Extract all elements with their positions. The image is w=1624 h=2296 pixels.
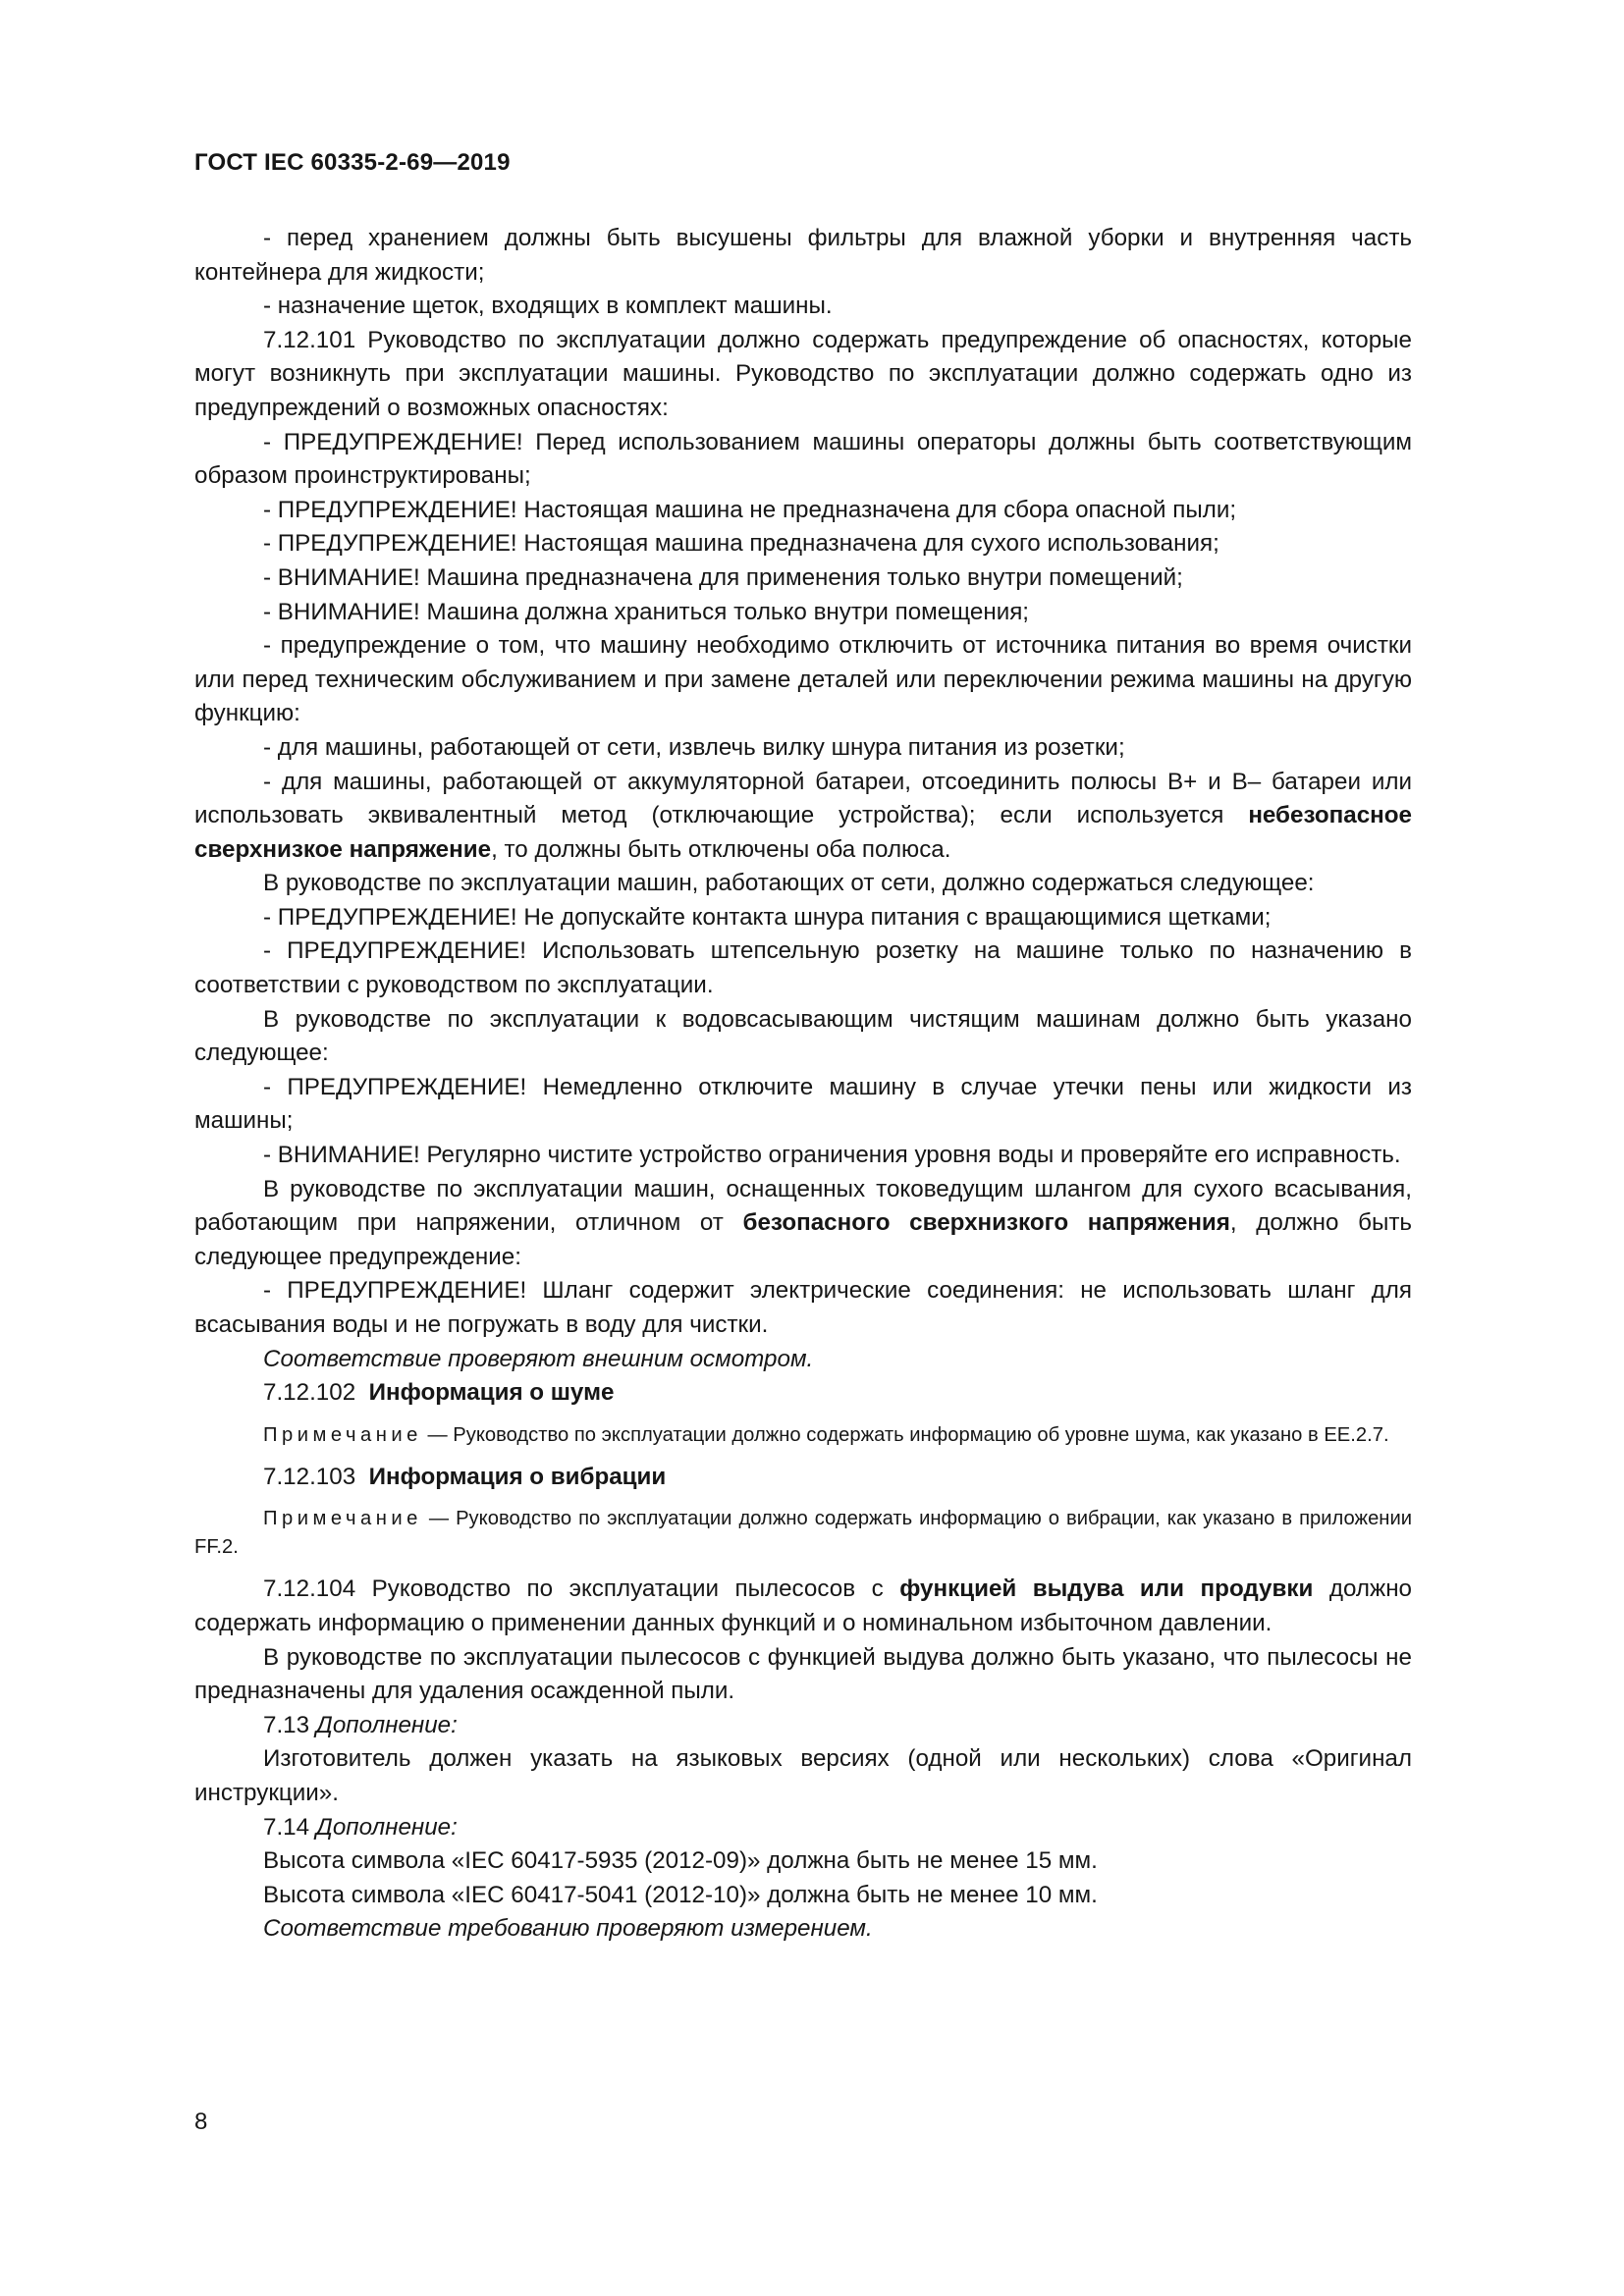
note-label: Примечание: [263, 1508, 422, 1530]
section-title: Информация о шуме: [368, 1379, 615, 1407]
section-title: Информация о вибрации: [368, 1463, 667, 1490]
paragraph: - ПРЕДУПРЕЖДЕНИЕ! Не допускайте контакта шнура питания с вращающимися щетками;: [263, 903, 1272, 931]
paragraph: - ВНИМАНИЕ! Машина должна храниться только внутри помещения;: [263, 598, 1030, 625]
subsection-heading: [194, 1709, 1412, 1743]
text-run: 7.12.104 Руководство по эксплуатации пылесосов с: [263, 1575, 900, 1603]
section-number: 7.14: [263, 1813, 316, 1841]
defined-term: функцией выдува или продувки: [899, 1575, 1314, 1603]
text-run: должно содержать информацию о применении данных функций и о номинальном избыточном давлении.: [194, 1575, 1413, 1636]
note: [194, 1505, 1412, 1562]
paragraph: - ПРЕДУПРЕЖДЕНИЕ! Немедленно отключите машину в случае утечки пены или жидкости из машины;: [194, 1073, 1412, 1135]
paragraph: - ПРЕДУПРЕЖДЕНИЕ! Шланг содержит электрические соединения: не использовать шланг для всасывания воды и не погружать в воду для чистки.: [194, 1277, 1412, 1338]
addition-label: Дополнение:: [315, 1813, 458, 1841]
document-header: ГОСТ IEC 60335-2-69—2019: [194, 149, 511, 176]
page-body: [194, 222, 1412, 1947]
subsection-heading: [194, 1376, 1412, 1411]
note-text: — Руководство по эксплуатации должно содержать информацию о вибрации, как указано в приложении FF.2.: [194, 1508, 1412, 1559]
text-run: , то должны быть отключены оба полюса.: [491, 835, 951, 863]
paragraph: Высота символа «IEC 60417-5935 (2012-09)» должна быть не менее 15 мм.: [263, 1847, 1098, 1875]
note-label: Примечание: [263, 1423, 422, 1446]
page-number: 8: [194, 2109, 208, 2135]
paragraph: - назначение щеток, входящих в комплект машины.: [263, 293, 833, 320]
paragraph: - ПРЕДУПРЕЖДЕНИЕ! Настоящая машина предназначена для сухого использования;: [263, 530, 1219, 558]
compliance-statement: [194, 1912, 1412, 1947]
subsection-heading: [194, 1461, 1412, 1495]
defined-term: небезопасное сверхнизкое напряжение: [194, 802, 1412, 863]
paragraph: Изготовитель должен указать на языковых версиях (одной или нескольких) слова «Оригинал инструкции».: [194, 1745, 1412, 1806]
paragraph: В руководстве по эксплуатации к водовсасывающим чистящим машинам должно быть указано следующее:: [194, 1005, 1412, 1067]
paragraph: [194, 1173, 1412, 1275]
text-run: , должно быть следующее предупреждение:: [194, 1209, 1413, 1270]
paragraph: - ВНИМАНИЕ! Регулярно чистите устройство ограничения уровня воды и проверяйте его исправность.: [263, 1142, 1401, 1169]
paragraph: - предупреждение о том, что машину необходимо отключить от источника питания во время очистки или перед техническим обслуживанием и при замене деталей или переключении режима машины на другую функцию:: [194, 632, 1412, 727]
note: [194, 1421, 1412, 1450]
paragraph: [194, 1573, 1412, 1640]
text-run: В руководстве по эксплуатации машин, оснащенных токоведущим шлангом для сухого всасывания, работающим при напряжении, отличном от: [194, 1175, 1412, 1237]
paragraph: В руководстве по эксплуатации пылесосов с функцией выдува должно быть указано, что пылесосы не предназначены для удаления осажденной пыли.: [194, 1643, 1412, 1705]
paragraph: - перед хранением должны быть высушены фильтры для влажной уборки и внутренняя часть контейнера для жидкости;: [194, 225, 1412, 286]
defined-term: безопасного сверхнизкого напряжения: [742, 1209, 1230, 1237]
paragraph: [194, 766, 1412, 868]
text-run: - для машины, работающей от аккумуляторной батареи, отсоединить полюсы B+ и B– батареи или использовать эквивалентный метод (отключающие устройства); если используется: [194, 768, 1412, 829]
italic-text: Соответствие требованию проверяют измерением.: [263, 1915, 873, 1943]
paragraph: - для машины, работающей от сети, извлечь вилку шнура питания из розетки;: [263, 733, 1125, 761]
paragraph: - ВНИМАНИЕ! Машина предназначена для применения только внутри помещений;: [263, 563, 1183, 591]
paragraph: Высота символа «IEC 60417-5041 (2012-10)» должна быть не менее 10 мм.: [263, 1881, 1098, 1908]
paragraph: - ПРЕДУПРЕЖДЕНИЕ! Настоящая машина не предназначена для сбора опасной пыли;: [263, 496, 1237, 523]
paragraph: - ПРЕДУПРЕЖДЕНИЕ! Перед использованием машины операторы должны быть соответствующим образом проинструктированы;: [194, 428, 1412, 490]
section-number: 7.12.103: [263, 1463, 356, 1490]
italic-text: Соответствие проверяют внешним осмотром.: [263, 1345, 814, 1372]
paragraph: В руководстве по эксплуатации машин, работающих от сети, должно содержаться следующее:: [263, 870, 1315, 897]
section-number: 7.12.102: [263, 1379, 356, 1407]
note-text: — Руководство по эксплуатации должно содержать информацию об уровне шума, как указано в EE.2.7.: [421, 1423, 1389, 1446]
paragraph: 7.12.101 Руководство по эксплуатации должно содержать предупреждение об опасностях, которые могут возникнуть при эксплуатации машины. Руководство по эксплуатации должно содержать одно из предупреждений о возможных опасностях:: [194, 326, 1412, 421]
section-number: 7.13: [263, 1711, 316, 1738]
addition-label: Дополнение:: [315, 1711, 458, 1738]
subsection-heading: [194, 1811, 1412, 1845]
compliance-statement: [194, 1343, 1412, 1377]
paragraph: - ПРЕДУПРЕЖДЕНИЕ! Использовать штепсельную розетку на машине только по назначению в соответствии с руководством по эксплуатации.: [194, 937, 1412, 999]
